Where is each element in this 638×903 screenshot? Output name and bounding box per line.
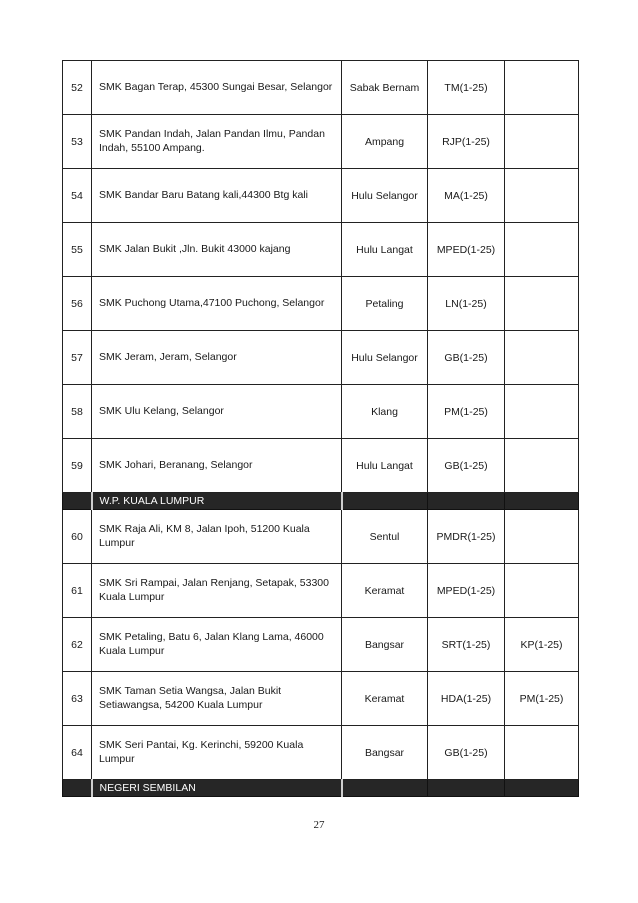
section-title-wp: W.P. KUALA LUMPUR (92, 493, 342, 510)
extra-subject-code (505, 439, 579, 493)
row-number: 53 (63, 115, 92, 169)
zone-name: Hulu Selangor (342, 331, 428, 385)
extra-subject-code (505, 169, 579, 223)
row-number: 54 (63, 169, 92, 223)
extra-subject-code (505, 564, 579, 618)
section-blank-cell (342, 493, 428, 510)
table-row (63, 169, 579, 223)
school-name-address: SMK Sri Rampai, Jalan Renjang, Setapak, 53300 Kuala Lumpur (92, 564, 342, 618)
subject-code: GB(1-25) (428, 331, 505, 385)
zone-name: Hulu Langat (342, 439, 428, 493)
section-header-wp (63, 493, 579, 510)
zone-name: Hulu Langat (342, 223, 428, 277)
subject-code: MPED(1-25) (428, 564, 505, 618)
school-name-address: SMK Taman Setia Wangsa, Jalan Bukit Setiawangsa, 54200 Kuala Lumpur (92, 672, 342, 726)
extra-subject-code (505, 115, 579, 169)
zone-name: Ampang (342, 115, 428, 169)
row-number: 57 (63, 331, 92, 385)
section-blank-cell (505, 780, 579, 797)
extra-subject-code: PM(1-25) (505, 672, 579, 726)
subject-code: RJP(1-25) (428, 115, 505, 169)
zone-name: Hulu Selangor (342, 169, 428, 223)
extra-subject-code (505, 61, 579, 115)
school-name-address: SMK Ulu Kelang, Selangor (92, 385, 342, 439)
table-row (63, 510, 579, 564)
zone-name: Sentul (342, 510, 428, 564)
extra-subject-code (505, 385, 579, 439)
table-row (63, 564, 579, 618)
section-num-cell (63, 780, 92, 797)
section-blank-cell (342, 780, 428, 797)
zone-name: Bangsar (342, 618, 428, 672)
rows-kl-body (63, 510, 579, 780)
row-number: 64 (63, 726, 92, 780)
school-name-address: SMK Bagan Terap, 45300 Sungai Besar, Selangor (92, 61, 342, 115)
table-row (63, 672, 579, 726)
subject-code: PMDR(1-25) (428, 510, 505, 564)
subject-code: MPED(1-25) (428, 223, 505, 277)
subject-code: MA(1-25) (428, 169, 505, 223)
table-row (63, 277, 579, 331)
row-number: 56 (63, 277, 92, 331)
table-row (63, 115, 579, 169)
rows-top-body (63, 61, 579, 493)
section-blank-cell (428, 780, 505, 797)
zone-name: Keramat (342, 672, 428, 726)
school-name-address: SMK Puchong Utama,47100 Puchong, Selangor (92, 277, 342, 331)
school-name-address: SMK Seri Pantai, Kg. Kerinchi, 59200 Kuala Lumpur (92, 726, 342, 780)
table-row (63, 726, 579, 780)
section-blank-cell (505, 493, 579, 510)
page-number: 27 (313, 819, 325, 831)
table-row (63, 331, 579, 385)
school-name-address: SMK Jeram, Jeram, Selangor (92, 331, 342, 385)
subject-code: HDA(1-25) (428, 672, 505, 726)
zone-name: Sabak Bernam (342, 61, 428, 115)
section-blank-cell (428, 493, 505, 510)
school-assignment-table (62, 60, 579, 797)
section-header-ns (63, 780, 579, 797)
subject-code: SRT(1-25) (428, 618, 505, 672)
subject-code: GB(1-25) (428, 439, 505, 493)
zone-name: Bangsar (342, 726, 428, 780)
table-row (63, 385, 579, 439)
table-row (63, 618, 579, 672)
section-title-ns: NEGERI SEMBILAN (92, 780, 342, 797)
extra-subject-code (505, 726, 579, 780)
zone-name: Klang (342, 385, 428, 439)
row-number: 60 (63, 510, 92, 564)
table-row (63, 61, 579, 115)
section-wp-body (63, 493, 579, 510)
zone-name: Petaling (342, 277, 428, 331)
row-number: 61 (63, 564, 92, 618)
subject-code: LN(1-25) (428, 277, 505, 331)
extra-subject-code: KP(1-25) (505, 618, 579, 672)
row-number: 63 (63, 672, 92, 726)
row-number: 52 (63, 61, 92, 115)
row-number: 58 (63, 385, 92, 439)
school-name-address: SMK Pandan Indah, Jalan Pandan Ilmu, Pandan Indah, 55100 Ampang. (92, 115, 342, 169)
school-name-address: SMK Petaling, Batu 6, Jalan Klang Lama, 46000 Kuala Lumpur (92, 618, 342, 672)
row-number: 62 (63, 618, 92, 672)
extra-subject-code (505, 510, 579, 564)
school-name-address: SMK Raja Ali, KM 8, Jalan Ipoh, 51200 Kuala Lumpur (92, 510, 342, 564)
extra-subject-code (505, 331, 579, 385)
subject-code: TM(1-25) (428, 61, 505, 115)
school-name-address: SMK Bandar Baru Batang kali,44300 Btg kali (92, 169, 342, 223)
row-number: 59 (63, 439, 92, 493)
table-row (63, 439, 579, 493)
table-row (63, 223, 579, 277)
school-name-address: SMK Jalan Bukit ,Jln. Bukit 43000 kajang (92, 223, 342, 277)
subject-code: PM(1-25) (428, 385, 505, 439)
zone-name: Keramat (342, 564, 428, 618)
extra-subject-code (505, 223, 579, 277)
school-name-address: SMK Johari, Beranang, Selangor (92, 439, 342, 493)
row-number: 55 (63, 223, 92, 277)
section-num-cell (63, 493, 92, 510)
section-ns-body (63, 780, 579, 797)
extra-subject-code (505, 277, 579, 331)
subject-code: GB(1-25) (428, 726, 505, 780)
